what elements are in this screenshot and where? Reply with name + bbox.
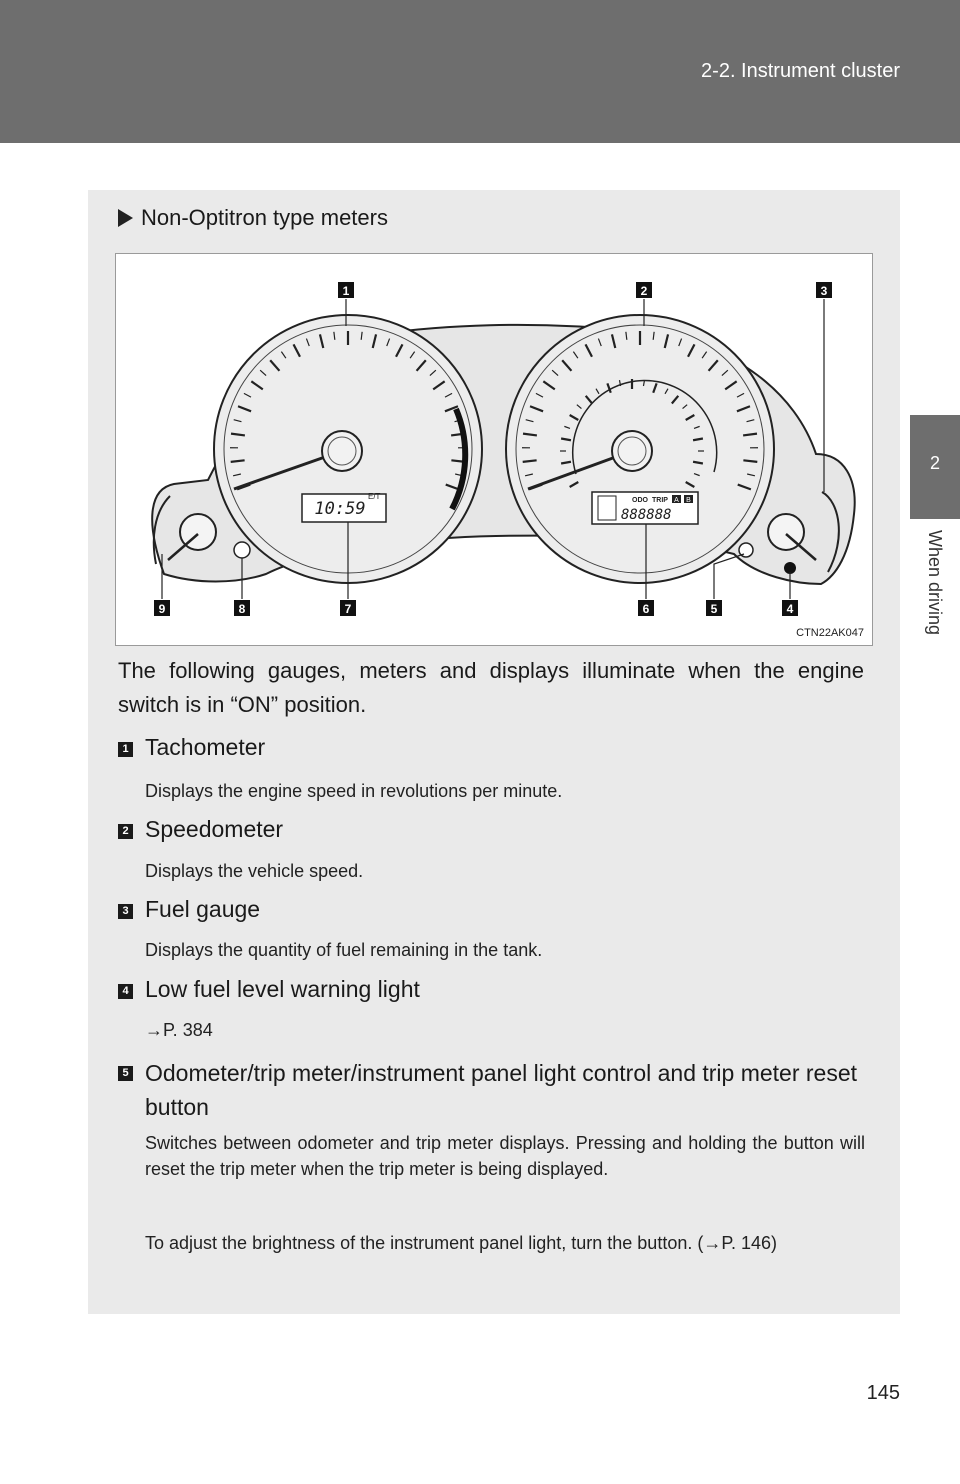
section-title: 2-2. Instrument cluster	[701, 60, 900, 82]
item-title-text: Speedometer	[145, 816, 284, 842]
callout-3: 3	[820, 284, 828, 298]
chapter-number-tab: 2	[910, 415, 960, 519]
page-header	[0, 0, 960, 143]
instrument-cluster-figure	[115, 253, 873, 646]
trip-label: TRIP	[652, 497, 668, 504]
triangle-bullet-icon	[118, 209, 133, 227]
callout-4: 4	[786, 602, 794, 616]
page-number: 145	[866, 1382, 900, 1404]
side-tab	[910, 143, 960, 1313]
trip-a: A	[674, 497, 679, 504]
item-title-text: Tachometer	[145, 734, 266, 760]
item-1-title	[118, 734, 265, 761]
subheading-text: Non-Optitron type meters	[141, 205, 388, 230]
callout-1: 1	[342, 284, 350, 298]
callout-9: 9	[158, 602, 166, 616]
item-title-text: Fuel gauge	[145, 896, 261, 922]
item-4-desc: →P. 384	[145, 1020, 213, 1040]
figure-code: CTN22AK047	[796, 627, 864, 639]
callout-5: 5	[710, 602, 718, 616]
clock-tag: E/T	[368, 492, 381, 501]
subheading	[118, 205, 388, 231]
cluster-illustration	[116, 254, 874, 647]
item-number: 3	[118, 904, 133, 919]
item-number: 1	[118, 742, 133, 757]
odo-digits: 888888	[621, 507, 672, 523]
item-title-text: Low fuel level warning light	[145, 976, 420, 1002]
clock-display: 10:59	[314, 499, 366, 519]
item-number: 2	[118, 824, 133, 839]
odo-label: ODO	[632, 497, 648, 504]
item-title-text: Odometer/trip meter/instrument panel light control and trip meter reset button	[145, 1060, 858, 1120]
item-4-title	[118, 976, 420, 1003]
item-3-desc: Displays the quantity of fuel remaining in the tank.	[145, 940, 543, 960]
item-3-title	[118, 896, 260, 923]
gauge-tick	[231, 460, 245, 462]
callout-2: 2	[640, 284, 648, 298]
item-5-title	[118, 1056, 878, 1124]
item-number: 5	[118, 1066, 133, 1081]
gauge-tick	[523, 460, 537, 462]
gauge-tick	[743, 460, 757, 462]
item-5-desc-2: To adjust the brightness of the instrument panel light, turn the button. (→P. 146)	[145, 1233, 778, 1253]
item-2-desc: Displays the vehicle speed.	[145, 861, 364, 881]
trip-b: B	[686, 497, 691, 504]
callout-8: 8	[238, 602, 246, 616]
item-number: 4	[118, 984, 133, 999]
chapter-label: When driving	[925, 530, 945, 636]
callout-7: 7	[344, 602, 352, 616]
item-1-desc: Displays the engine speed in revolutions per minute.	[145, 781, 563, 801]
callout-6: 6	[642, 602, 650, 616]
item-5-desc: Switches between odometer and trip meter displays. Pressing and holding the button will reset the trip meter when the trip meter is being displayed.	[145, 1133, 865, 1179]
item-2-title	[118, 816, 283, 843]
intro-paragraph: The following gauges, meters and displays illuminate when the engine switch is in “ON” position.	[118, 658, 864, 717]
